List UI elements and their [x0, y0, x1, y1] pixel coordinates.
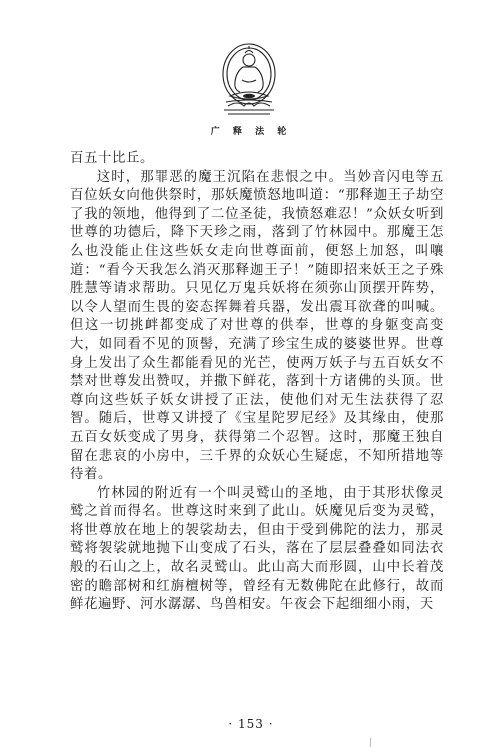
paragraph: 竹林园的附近有一个叫灵鹫山的圣地，由于其形状像灵鹫之首而得名。世尊这时来到了此山。妖魔见后变为灵鹫，将世尊放在地上的袈裟劫去，但由于受到佛陀的法力，那灵鹫将袈裟就地抛下山变成了石头，落在了层层叠叠如同法衣般的石山之上，故名灵鹫山。此山高大而形圆，山中长着茂密的瞻部树和红旃檀树等，曾经有无数佛陀在此修行，故而鲜花遍野、河水潺潺、鸟兽相安。午夜会下起细细小雨，天 — [70, 485, 444, 613]
page-number: · 153 · — [228, 717, 274, 731]
scan-mark — [370, 738, 371, 747]
paragraph: 百五十比丘。 — [70, 151, 154, 166]
paragraph: 这时，那罪恶的魔王沉陷在悲恨之中。当妙音闪电等五百位妖女向他供祭时，那妖魔愤怒地叫道：“那释迦王子劫空了我的领地，他得到了二位圣徒，我愤怒难忍！”众妖女听到世尊的功德后，降下天珍之雨，落到了竹林园中。那魔王怎么也没能止住这些妖女走向世尊面前，便怒上加怒，叫嚷道：“看今天我怎么消灭那释迦王子！”随即招来妖王之子殊胜慧等请求帮助。只见亿万鬼兵妖将在须弥山顶摆开阵势，以令人望而生畏的姿态挥舞着兵器，发出震耳欲聋的叫喊。但这一切挑衅都变成了对世尊的供奉，世尊的身躯变高变大，如同看不见的顶髻，充满了珍宝生成的婆婆世界。世尊身上发出了众生都能看见的光芒，使两万妖子与五百妖女不禁对世尊发出赞叹，并撒下鲜花，落到十方诸佛的头顶。世尊向这些妖子妖女讲授了正法，使他们对无生法获得了忍智。随后，世尊又讲授了《宝星陀罗尼经》及其缘由，使那五百女妖变成了男身，获得第二个忍智。这时，那魔王独自留在悲哀的小房中，三千界的众妖心生疑虑，不知所措地等待着。 — [70, 169, 444, 483]
series-caption: 广 释 法 轮 — [210, 127, 292, 137]
seated-buddha-icon — [216, 40, 282, 120]
body-text — [70, 150, 444, 615]
